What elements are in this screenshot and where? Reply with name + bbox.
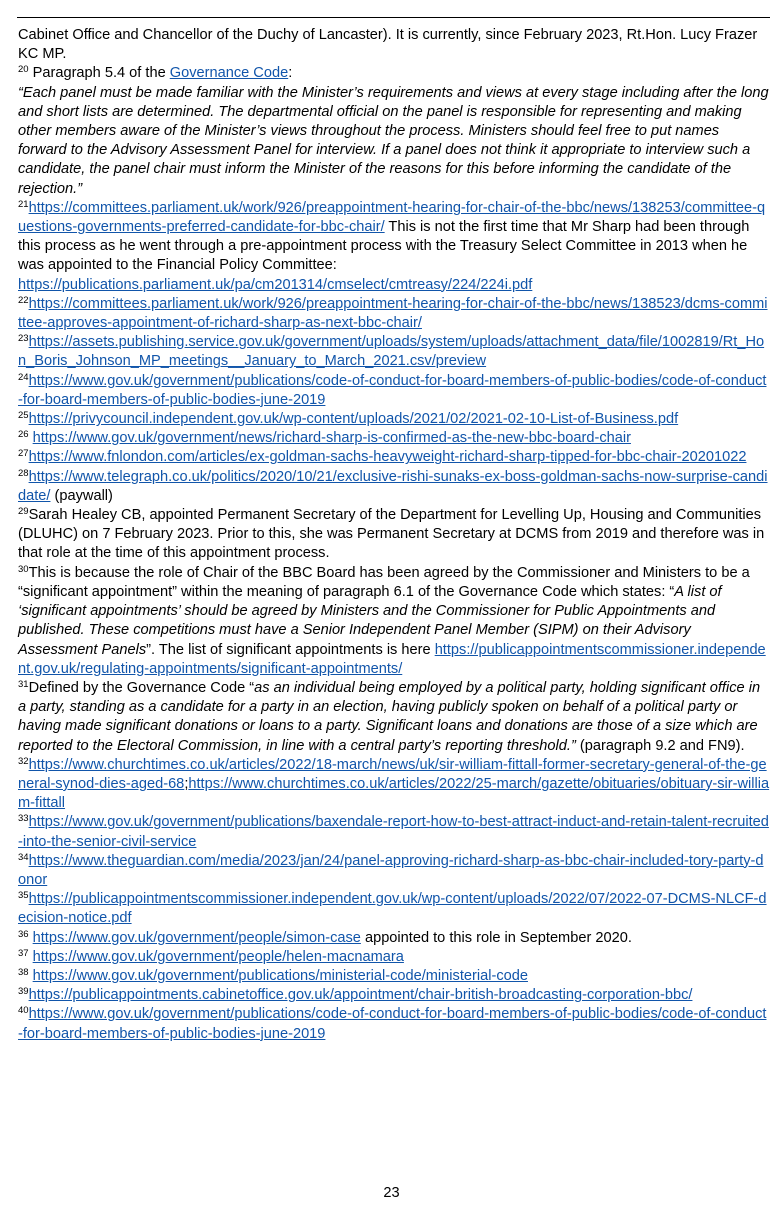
footnote-number: 30: [18, 563, 29, 575]
footnote-number: 29: [18, 506, 29, 518]
footnote-link[interactable]: https://www.theguardian.com/media/2023/jan/24/panel-approving-richard-sharp-as-bbc-chair-included-tory-party-donor: [18, 852, 764, 888]
footnote-text: Defined by the Governance Code “: [28, 679, 255, 696]
footnote-link[interactable]: https://www.gov.uk/government/news/richard-sharp-is-confirmed-as-the-new-bbc-board-chair: [32, 430, 631, 447]
footnote-link[interactable]: https://privycouncil.independent.gov.uk/wp-content/uploads/2021/02/2021-02-10-List-of-Business.pdf: [28, 411, 679, 428]
footnote-text: (paragraph 9.2 and FN9).: [575, 737, 745, 754]
footnote-text: Cabinet Office and Chancellor of the Duchy of Lancaster). It is currently, since February 2023, Rt.Hon. Lucy Frazer KC MP.: [18, 27, 758, 63]
footnote-link[interactable]: https://committees.parliament.uk/work/926/preappointment-hearing-for-chair-of-the-bbc/news/138253/committee-questions-governments-preferred-candidate-for-bbc-chair/: [18, 199, 766, 236]
footnote-number: 39: [18, 986, 29, 998]
page-number: 23: [383, 1185, 400, 1201]
footnote-text: (paywall): [50, 487, 113, 504]
quoted-text: “Each panel must be made familiar with the Minister’s requirements and views at every stage including after the long and short lists are determined. The departmental official on the panel is responsible for representing and making other members aware of the Minister’s views throughout the process. Ministers should feel free to put names forward to the Advisory Assessment Panel for interview. If a panel does not think it appropriate to interview such a candidate, the panel chair must inform the Minister of the reasons for this before informing the candidate of the rejection.”: [18, 84, 769, 197]
footnote-link[interactable]: https://www.churchtimes.co.uk/articles/2022/18-march/news/uk/sir-william-fittall-former-secretary-general-of-the-general-synod-dies-aged-68: [18, 756, 767, 792]
footnote-text: appointed to this role in September 2020.: [360, 929, 632, 946]
footnote-link[interactable]: https://www.gov.uk/government/people/helen-macnamara: [32, 948, 404, 965]
footnote-link[interactable]: https://www.gov.uk/government/publications/code-of-conduct-for-board-members-of-public-bodies/code-of-conduct-for-board-members-of-public-bodies-june-2019: [18, 1006, 767, 1042]
footnote-link[interactable]: https://www.gov.uk/government/publications/baxendale-report-how-to-best-attract-induct-and-retain-talent-recruited-into-the-senior-civil-service: [18, 814, 769, 850]
footnote-text: ;: [184, 775, 189, 792]
footnote-22: [18, 295, 770, 333]
footnote-number: 31: [18, 678, 29, 690]
quoted-text: A list of ‘significant appointments’ should be agreed by Ministers and the Commissioner for Public Appointments and published. These competitions must have a Senior Independent Panel Member (SIPM) on their Advisory Assessment Panels: [18, 583, 722, 658]
footnote-link[interactable]: Governance Code: [169, 65, 289, 82]
footnote-link[interactable]: https://publicappointments.cabinetoffice.gov.uk/appointment/chair-british-broadcasting-corporation-bbc/: [28, 987, 693, 1004]
footnote-number: 24: [18, 371, 29, 383]
footnote-number: 25: [18, 410, 29, 422]
footnote-24: [18, 372, 770, 410]
footnote-link[interactable]: https://www.churchtimes.co.uk/articles/2022/25-march/gazette/obituaries/obituary-sir-william-fittall: [18, 775, 770, 812]
footnote-26: [18, 429, 770, 448]
footnote-34: [18, 852, 770, 890]
footnote-link[interactable]: https://www.fnlondon.com/articles/ex-goldman-sachs-heavyweight-richard-sharp-tipped-for-bbc-chair-20201022: [28, 449, 747, 466]
footnote-link[interactable]: https://www.telegraph.co.uk/politics/2020/10/21/exclusive-rishi-sunaks-ex-boss-goldman-sachs-now-surprise-candidate/: [18, 468, 768, 504]
footnote-number: 37: [18, 947, 29, 959]
footnote-21: [18, 199, 770, 295]
footnote-40: [18, 1005, 770, 1043]
footnote-text: This is because the role of Chair of the BBC Board has been agreed by the Commissioner and Ministers to be a “significant appointment” within the meaning of paragraph 6.1 of the Governance Code which states: “: [18, 564, 750, 600]
footnote-continuation: [18, 26, 770, 64]
footnote-link[interactable]: https://www.gov.uk/government/publications/ministerial-code/ministerial-code: [32, 967, 528, 984]
footnote-text: ”. The list of significant appointments is here: [146, 641, 435, 658]
footnote-link[interactable]: https://publicappointmentscommissioner.independent.gov.uk/regulating-appointments/significant-appointments/: [18, 641, 766, 677]
footnote-link[interactable]: https://publications.parliament.uk/pa/cm201314/cmselect/cmtreasy/224/224i.pdf: [18, 276, 533, 293]
footnote-39: [18, 986, 770, 1005]
footnote-29: [18, 506, 770, 564]
footnote-33: [18, 813, 770, 851]
footnote-link[interactable]: https://committees.parliament.uk/work/926/preappointment-hearing-for-chair-of-the-bbc/news/138523/dcms-committee-approves-appointment-of-richard-sharp-as-next-bbc-chair/: [18, 295, 768, 332]
footnote-text: This is not the first time that Mr Sharp had been through this process as he went through a pre-appointment process with the Treasury Select Committee in 2013 when he was appointed to the Financial Policy Committee:: [18, 219, 750, 274]
footnote-number: 34: [18, 851, 29, 863]
footnotes: [18, 26, 770, 1044]
footnote-number: 40: [18, 1005, 29, 1017]
footnote-number: 28: [18, 467, 29, 479]
footnote-link[interactable]: https://publicappointmentscommissioner.independent.gov.uk/wp-content/uploads/2022/07/2022-07-DCMS-NLCF-decision-notice.pdf: [18, 891, 767, 927]
footnote-20-quote: [18, 84, 770, 199]
quoted-text: as an individual being employed by a political party, holding significant office in a party, standing as a candidate for a party in an election, having publicly spoken on behalf of a political party or having made significant donations or loans to a party. Significant loans and donations are those of a size which are reported to the Electoral Commission, in line with a central party’s reporting threshold.”: [18, 679, 761, 754]
footnote-31: [18, 679, 770, 756]
footnote-20: [18, 64, 770, 83]
footnote-37: [18, 948, 770, 967]
footnote-link[interactable]: https://www.gov.uk/government/publications/code-of-conduct-for-board-members-of-public-bodies/code-of-conduct-for-board-members-of-public-bodies-june-2019: [18, 372, 767, 408]
footnote-35: [18, 890, 770, 928]
footnote-number: 27: [18, 448, 29, 460]
footnote-number: 38: [18, 966, 29, 978]
footnote-number: 26: [18, 429, 29, 441]
footnote-30: [18, 564, 770, 679]
footnote-28: [18, 468, 770, 506]
footnote-23: [18, 333, 770, 371]
footnote-number: 35: [18, 890, 29, 902]
footnote-number: 21: [18, 198, 29, 210]
footnote-number: 32: [18, 755, 29, 767]
footnote-number: 20: [18, 64, 29, 76]
footnote-36: [18, 929, 770, 948]
footnote-link[interactable]: https://www.gov.uk/government/people/simon-case: [32, 929, 361, 946]
footnote-text: Sarah Healey CB, appointed Permanent Secretary of the Department for Levelling Up, Housing and Communities (DLUHC) on 7 February 2023. Prior to this, she was Permanent Secretary at DCMS from 2019 and therefore was in that role at the time of this appointment process.: [18, 507, 765, 562]
footnote-number: 36: [18, 928, 29, 940]
footnote-number: 23: [18, 333, 29, 345]
footnote-38: [18, 967, 770, 986]
footnote-number: 22: [18, 294, 29, 306]
footnote-number: 33: [18, 813, 29, 825]
footnote-25: [18, 410, 770, 429]
footnote-text: Paragraph 5.4 of the: [28, 65, 170, 82]
footnote-text: :: [288, 65, 293, 82]
footnote-32: [18, 756, 770, 814]
footnote-link[interactable]: https://assets.publishing.service.gov.uk/government/uploads/system/uploads/attachment_data/file/1002819/Rt_Hon_Boris_Johnson_MP_meetings__January_to_March_2021.csv/preview: [18, 334, 765, 370]
footnote-27: [18, 448, 770, 467]
footnote-separator: [17, 17, 770, 18]
